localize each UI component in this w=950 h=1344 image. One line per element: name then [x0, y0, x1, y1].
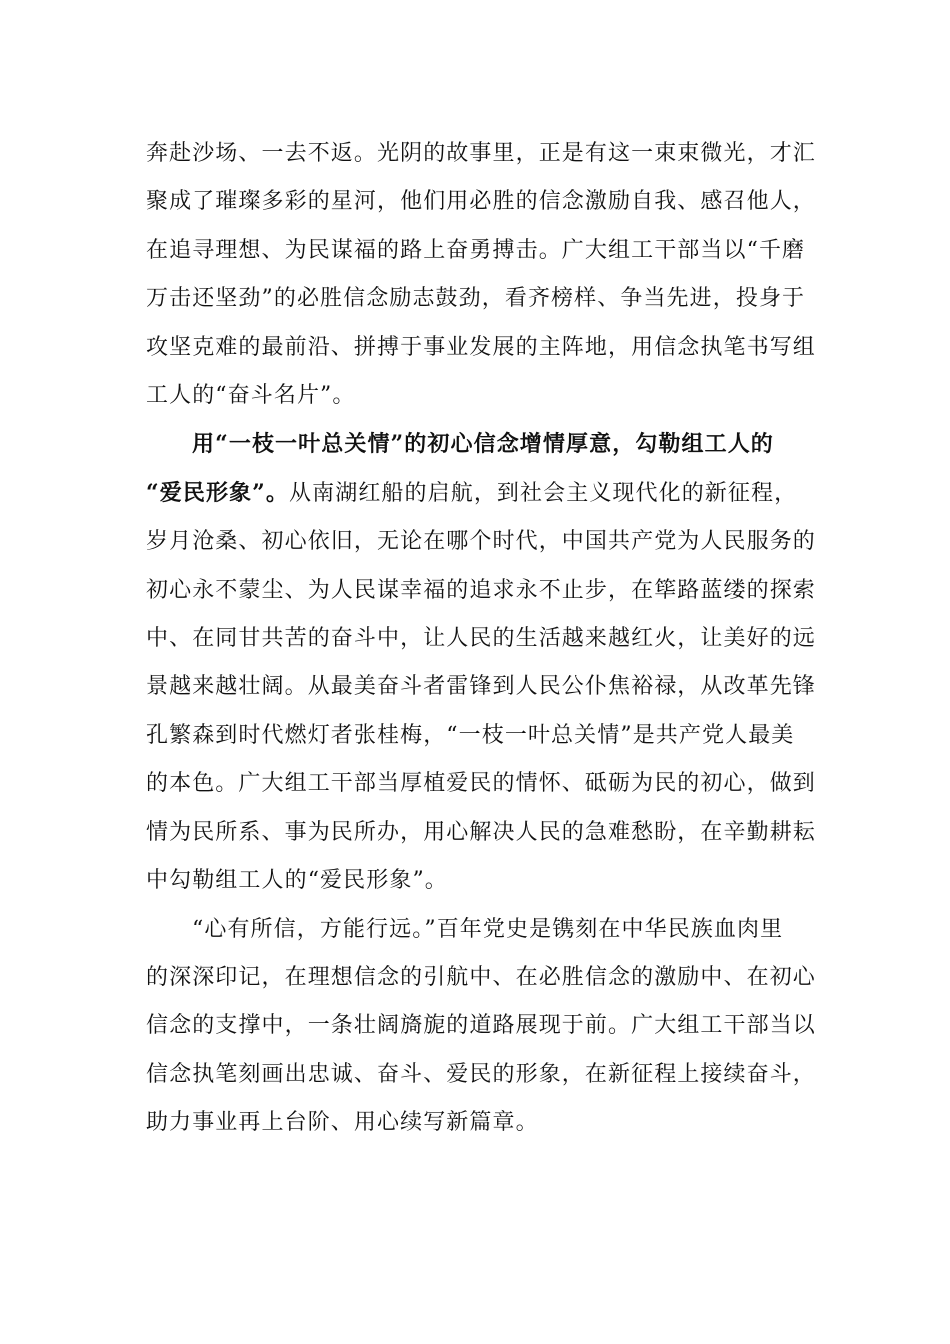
text-line: 的深深印记，在理想信念的引航中、在必胜信念的激励中、在初心: [146, 964, 816, 990]
text-line: 中勾勒组工人的“爱民形象”。: [146, 868, 448, 894]
text-line: “心有所信，方能行远。”百年党史是镌刻在中华民族血肉里: [192, 916, 784, 942]
text-line: 攻坚克难的最前沿、拼搏于事业发展的主阵地，用信念执笔书写组: [146, 334, 816, 360]
paragraph-2: [146, 420, 816, 905]
text-line: [146, 469, 806, 518]
text-line: 万击还坚劲”的必胜信念励志鼓劲，看齐榜样、争当先进，投身于: [146, 286, 806, 312]
text-line: 岁月沧桑、初心依旧，无论在哪个时代，中国共产党为人民服务的: [146, 529, 816, 555]
text-line: 奔赴沙场、一去不返。光阴的故事里，正是有这一束束微光，才汇: [146, 141, 816, 166]
text-line: 信念执笔刻画出忠诚、奋斗、爱民的形象，在新征程上接续奋斗，: [146, 1061, 816, 1087]
text-line: 助力事业再上台阶、用心续写新篇章。: [146, 1110, 539, 1136]
paragraph-3: [146, 906, 816, 1148]
paragraph-heading-line: 用“一枝一叶总关情”的初心信念增情厚意，勾勒组工人的: [192, 431, 774, 458]
document-body: [146, 130, 816, 1148]
text-line: 的本色。广大组工干部当厚植爱民的情怀、砥砺为民的初心，做到: [146, 771, 816, 797]
text-line: 工人的“奋斗名片”。: [146, 383, 356, 409]
paragraph-heading-tail: “爱民形象”。: [146, 479, 290, 506]
text-line: 景越来越壮阔。从最美奋斗者雷锋到人民公仆焦裕禄，从改革先锋: [146, 674, 816, 700]
text-line: 中、在同甘共苦的奋斗中，让人民的生活越来越红火，让美好的远: [146, 626, 816, 652]
paragraph-1: [146, 130, 816, 420]
text-line: 信念的支撑中，一条壮阔旖旎的道路展现于前。广大组工干部当以: [146, 1013, 816, 1039]
text-line: 聚成了璀璨多彩的星河，他们用必胜的信念激励自我、感召他人，: [146, 189, 816, 215]
text-line: 情为民所系、事为民所办，用心解决人民的急难愁盼，在辛勤耕耘: [146, 819, 816, 845]
text-line: 在追寻理想、为民谋福的路上奋勇搏击。广大组工干部当以“千磨: [146, 237, 806, 263]
text-line: 孔繁森到时代燃灯者张桂梅，“一枝一叶总关情”是共产党人最美: [146, 722, 795, 748]
paragraph-text: 从南湖红船的启航，到社会主义现代化的新征程，: [289, 480, 798, 506]
text-line: 初心永不蒙尘、为人民谋幸福的追求永不止步，在筚路蓝缕的探索: [146, 577, 816, 603]
